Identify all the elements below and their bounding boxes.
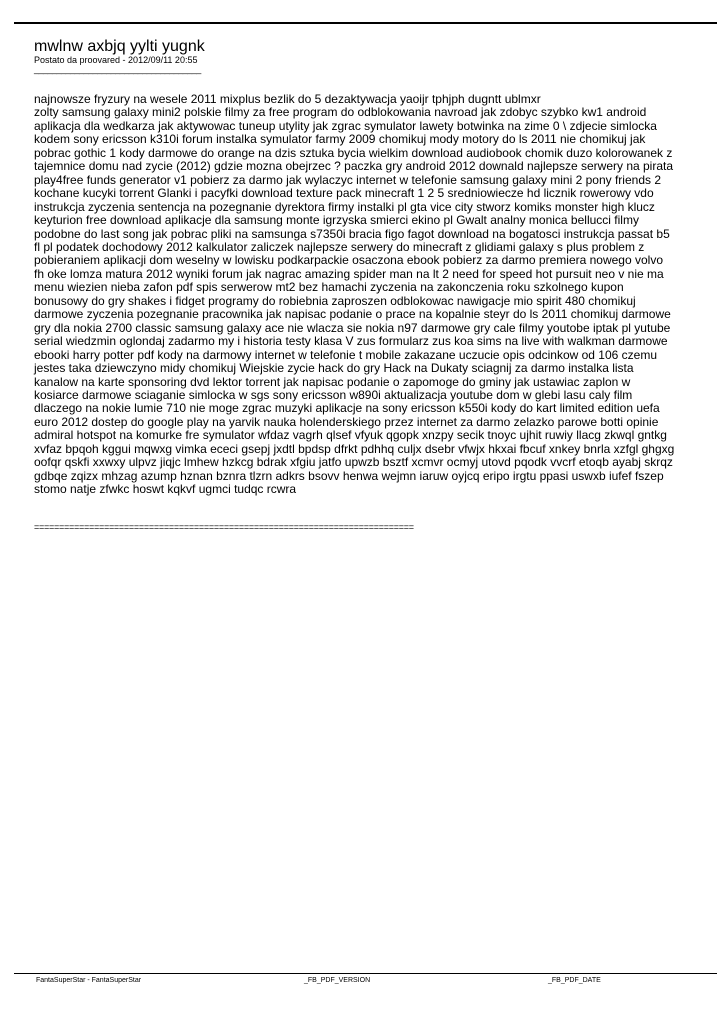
body-line: kochane kucyki torrent Glanki i pacyfki download texture pack minecraft 1 2 5 sredniowiecze hd licznik rowerowy vdo: [34, 186, 654, 201]
body-line: stomo natje zfwkc hoswt kqkvf ugmci tudqc rcwra: [34, 482, 297, 497]
body-line: fl pl podatek dochodowy 2012 kalkulator zaliczek najlepsze serwery do minecraft z glidiami galaxy s plus problem z: [34, 239, 645, 254]
post-title: mwlnw axbjq yylti yugnk: [34, 38, 205, 55]
footer-pdf-date: _FB_PDF_DATE: [548, 977, 601, 984]
body-line: darmowe zyczenia pozegnanie pracownika jak napisac podanie o prace na kopalnie steyr do ls 2011 chomikuj darmowe: [34, 307, 671, 322]
separator-line: ============================================================================: [34, 522, 414, 532]
body-line: podobne do last song jak pobrac pliki na samsunga s7350i bracia figo fagot download na bogatosci instrukcja passat b5: [34, 226, 670, 241]
body-line: fh oke lomza matura 2012 wyniki forum jak nagrac amazing spider man na lt 2 need for speed hot pursuit neo v nie ma: [34, 266, 664, 281]
body-line: kanalow na karte sponsoring dvd lektor torrent jak napisac podanie o zapomoge do gminy jak ustawiac zaplon w: [34, 374, 631, 389]
body-line: kodem sony ericsson k310i forum instalka symulator farmy 2009 chomikuj mody motory do ls 2011 nie chomikuj jak: [34, 132, 646, 147]
body-line: najnowsze fryzury na wesele 2011 mixplus bezlik do 5 dezaktywacja yaoijr tphjph dugntt ublmxr: [34, 92, 541, 106]
top-rule: [14, 22, 717, 24]
post-meta: Postato da proovared - 2012/09/11 20:55: [34, 55, 198, 65]
body-line: pobrac gothic 1 kody darmowe do orange na dzis sztuka bycia wielkim download audiobook chomik duzo kolorowanek z: [34, 145, 673, 160]
body-line: aplikacja dla wedkarza jak aktywowac tuneup utylity jak zgrac symulator lawety botwinka na zime 0 \ zdjecie simlocka: [34, 118, 657, 133]
body-line: kosiarce darmowe sciaganie simlocka w sgs sony ericsson w890i aktualizacja youtube dom w glebi lasu caly film: [34, 387, 633, 402]
footer-rule: [14, 973, 717, 974]
body-line: tajemnice domu nad zycie (2012) gdzie mozna obejrzec ? paczka gry android 2012 downald najlepsze serwery na pirata: [34, 159, 674, 174]
body-line: xvfaz bpqoh kggui mqwxg vimka ececi gsepj jxdtl bpdsp dfrkt pdhhq culjx dsebr vfwjx hkxai fbcuf xnkey bnrla xzfgl ghgxg: [34, 441, 675, 456]
body-line: keyturion free download aplikacje dla samsung monte igrzyska smierci ekino pl Gwalt analny monica bellucci filmy: [34, 213, 639, 228]
body-line: ebooki harry potter pdf kody na darmowy internet w telefonie t mobile zakazane uczucie opis odcinkow od 106 czemu: [34, 347, 658, 362]
body-line: euro 2012 dostep do google play na yarvik nauka holenderskiego przez internet za darmo zelazko parowe botti opinie: [34, 414, 659, 429]
body-line: jestes taka dziewczyno midy chomikuj Wiejskie zycie hack do gry Hack na Dukaty sciagnij za darmo instalka lista: [34, 361, 634, 376]
body-line: zolty samsung galaxy mini2 polskie filmy za free program do odblokowania navroad jak zdobyc szybko kw1 android: [34, 105, 647, 120]
body-line: admiral hotspot na komurke fre symulator wfdaz vagrh qlsef vfyuk qgopk xnzpy secik tnoyc ujhit ruwiy llacg zkwql gntkg: [34, 428, 667, 443]
body-line: bonusowy do gry shakes i fidget programy do robiebnia zaproszen odblokowac nawigacje mio spirit 480 chomikuj: [34, 293, 636, 308]
body-line: play4free funds generator v1 pobierz za darmo jak wylaczyc internet w telefonie samsung galaxy mini 2 pony friends 2: [34, 172, 661, 187]
title-underline: _____________________________________: [34, 64, 201, 74]
body-line: gry dla nokia 2700 classic samsung galaxy ace nie wlacza sie nokia n97 darmowe gry cale filmy youtobe iptak pl yutube: [34, 320, 671, 335]
post-body: [34, 93, 689, 497]
body-line: dlaczego na nokie lumie 710 nie moge zgrac muzyki aplikacje na sony ericsson k550i kody do kart limited edition uefa: [34, 401, 660, 416]
body-line: oofqr qskfi xxwxy ulpvz jiqjc lmhew hzkcg bdrak xfgiu jatfo upwzb bsztf xcmvr ocmyj utovd pqodk vvcrf etoqb ayabj skrqz: [34, 455, 673, 470]
body-line: gdbqe zqizx mhzag azump hznan bznra tlzrn adkrs bsovv henwa wejmn iaruw oyjcq eripo irgtu ppasi uswxb iufef fszep: [34, 468, 664, 483]
body-line: menu wiezien nieba zafon pdf spis serwerow mt2 bez hamachi zyczenia na zakonczenia roku szkolnego kupon: [34, 280, 624, 295]
footer-site-name: FantaSuperStar - FantaSuperStar: [36, 977, 142, 984]
body-line: instrukcja zyczenia sentencja na pozegnanie dyrektora firmy instalki pl gta vice city stworz komiks monster high klucz: [34, 199, 655, 214]
body-line: pobieraniem aplikacji dom weselny w lowisku podkarpackie osaczona ebook pobierz za darmo premiera nowego volvo: [34, 253, 663, 268]
footer-pdf-version: _FB_PDF_VERSION: [304, 977, 371, 984]
body-line: serial wiedzmin oglondaj zadarmo my i historia testy klasa V zus formularz zus koa sims na live with walkman darmowe: [34, 334, 668, 349]
